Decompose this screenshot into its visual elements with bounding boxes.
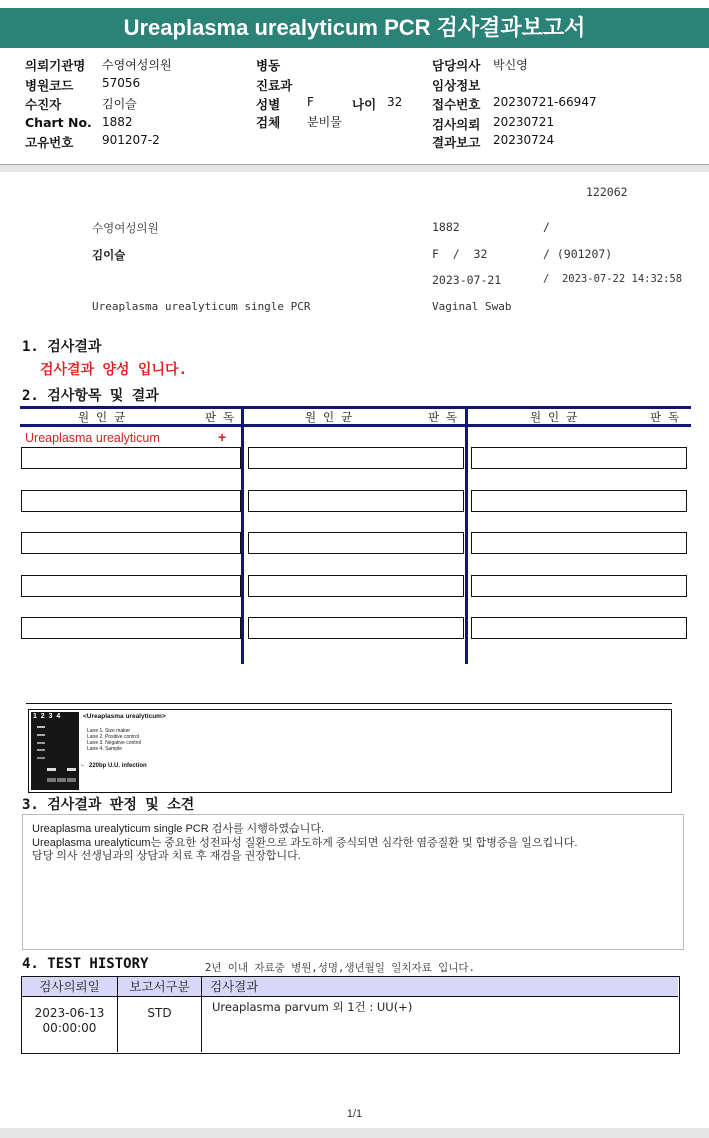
info-label: Chart No.	[25, 115, 92, 130]
info-value: 박신영	[493, 58, 528, 72]
result-cell	[248, 532, 464, 554]
result-cell	[248, 490, 464, 512]
result-cell	[21, 575, 241, 597]
opinion-line: 담당 의사 선생님과의 상담과 치료 후 재검을 권장합니다.	[32, 850, 301, 862]
result-cell	[21, 617, 241, 639]
section-4-title: 4. TEST HISTORY	[22, 956, 149, 972]
info-value: 수영여성의원	[102, 58, 172, 72]
result-cell	[471, 617, 687, 639]
detail-clinic: 수영여성의원	[92, 221, 159, 235]
detail-birth: / (901207)	[543, 247, 613, 261]
info-label: 고유번호	[25, 135, 74, 150]
col-head-pathogen: 원 인 균	[305, 410, 353, 424]
primer-band	[57, 778, 66, 782]
info-value: 20230721	[493, 115, 555, 129]
divider-band	[0, 164, 709, 172]
sample-band	[67, 768, 76, 771]
info-label: 성별	[256, 97, 281, 112]
history-note: 2년 이내 자료중 병원,성명,생년월일 일치자료 입니다.	[205, 962, 475, 974]
info-value: 57056	[102, 76, 141, 90]
page-number: 1/1	[346, 1108, 363, 1120]
ladder-band	[37, 757, 45, 759]
result-cell	[248, 447, 464, 469]
detail-report-datetime: / 2023-07-22 14:32:58	[543, 273, 683, 285]
info-label: 임상정보	[432, 78, 481, 93]
report-title: Ureaplasma urealyticum PCR 검사결과보고서	[0, 8, 709, 48]
info-value: 20230724	[493, 133, 555, 147]
opinion-text	[32, 823, 577, 864]
col-head-judgement: 판 독	[205, 410, 235, 424]
result-cell	[471, 490, 687, 512]
gel-lane-numbers: 1 2 3 4	[33, 713, 61, 720]
gel-band-label: 220bp U.U. infection	[89, 763, 147, 769]
gel-panel	[28, 709, 672, 793]
primer-band	[47, 778, 56, 782]
history-time: 00:00:00	[42, 1021, 97, 1035]
history-table	[21, 976, 680, 1054]
primer-band	[67, 778, 76, 782]
info-value: 김이슬	[102, 97, 137, 111]
gel-legend-item: Lane 1. Size maker	[87, 728, 131, 734]
result-cell	[21, 490, 241, 512]
info-value: 901207-2	[102, 133, 160, 147]
history-date-cell	[22, 997, 118, 1052]
col-head-judgement: 판 독	[428, 410, 458, 424]
info-label: 나이	[352, 97, 377, 112]
history-head-date: 검사의뢰일	[22, 977, 118, 997]
info-label: 검사의뢰	[432, 117, 481, 132]
detail-patient: 김이슬	[92, 248, 126, 262]
detail-chart: 1882	[432, 220, 460, 234]
info-label: 진료과	[256, 78, 293, 93]
info-label: 병동	[256, 58, 281, 73]
info-label: 수진자	[25, 97, 62, 112]
info-label: 담당의사	[432, 58, 481, 73]
result-cell	[248, 575, 464, 597]
gel-legend-item: Lane 3. Negative control	[87, 740, 142, 746]
history-type: STD	[118, 997, 202, 1052]
history-head-result: 검사결과	[202, 977, 678, 997]
gel-image	[31, 712, 79, 790]
opinion-line: Ureaplasma urealyticum는 중요한 성전파성 질환으로 과도하게 증식되면 심각한 염증질환 및 합병증을 일으킵니다.	[32, 836, 578, 849]
col-head-pathogen: 원 인 균	[530, 410, 578, 424]
history-head-type: 보고서구분	[118, 977, 202, 997]
history-date: 2023-06-13	[34, 1006, 105, 1020]
info-value: 분비물	[307, 115, 342, 129]
gel-legend-item: Lane 2. Positive control	[87, 734, 139, 740]
positive-result: 검사결과 양성 입니다.	[40, 362, 188, 378]
result-cell	[471, 575, 687, 597]
detail-sex-age: F / 32	[432, 247, 488, 261]
history-result: Ureaplasma parvum 외 1건 : UU(+)	[212, 1000, 413, 1014]
ladder-band	[37, 749, 45, 751]
footer-band	[0, 1128, 709, 1138]
section-3-title: 3. 검사결과 판정 및 소견	[22, 797, 195, 813]
pathogen-name: Ureaplasma urealyticum	[25, 431, 160, 445]
detail-specimen: Vaginal Swab	[432, 300, 512, 313]
gel-top-rule	[26, 703, 672, 704]
result-cell	[21, 447, 241, 469]
result-cell	[471, 447, 687, 469]
result-cell	[248, 617, 464, 639]
info-value: 1882	[102, 115, 133, 129]
opinion-box	[22, 814, 684, 950]
positive-control-band	[47, 768, 56, 771]
report-code: 122062	[586, 185, 628, 199]
opinion-line: Ureaplasma urealyticum single PCR 검사를 시행하였습니다.	[32, 823, 325, 835]
gel-legend-item: Lane 4. Sample	[87, 746, 123, 752]
judgement-positive: +	[218, 429, 227, 445]
col-head-pathogen: 원 인 균	[78, 410, 126, 424]
detail-slash: /	[543, 220, 550, 234]
info-label: 결과보고	[432, 135, 481, 150]
ladder-band	[37, 726, 45, 728]
result-cell	[471, 532, 687, 554]
info-label: 병원코드	[25, 78, 74, 93]
gel-arrow-icon: ←	[80, 762, 86, 768]
gel-title: <Ureaplasma urealyticum>	[83, 713, 166, 720]
detail-test-name: Ureaplasma urealyticum single PCR	[92, 300, 311, 313]
info-label: 의뢰기관명	[25, 58, 86, 73]
col-head-judgement: 판 독	[650, 410, 680, 424]
info-value: 20230721-66947	[493, 95, 597, 109]
info-label: 검체	[256, 115, 281, 130]
ladder-band	[37, 742, 45, 744]
table-col-divider	[241, 406, 244, 664]
ladder-band	[37, 734, 45, 736]
section-1-title: 1. 검사결과	[22, 339, 102, 355]
info-value: F	[307, 95, 314, 109]
detail-request-date: 2023-07-21	[432, 273, 502, 287]
result-cell	[21, 532, 241, 554]
section-2-title: 2. 검사항목 및 결과	[22, 388, 159, 404]
gel-legend	[87, 728, 141, 752]
table-col-divider	[465, 406, 468, 664]
info-value: 32	[387, 95, 403, 109]
info-label: 접수번호	[432, 97, 481, 112]
